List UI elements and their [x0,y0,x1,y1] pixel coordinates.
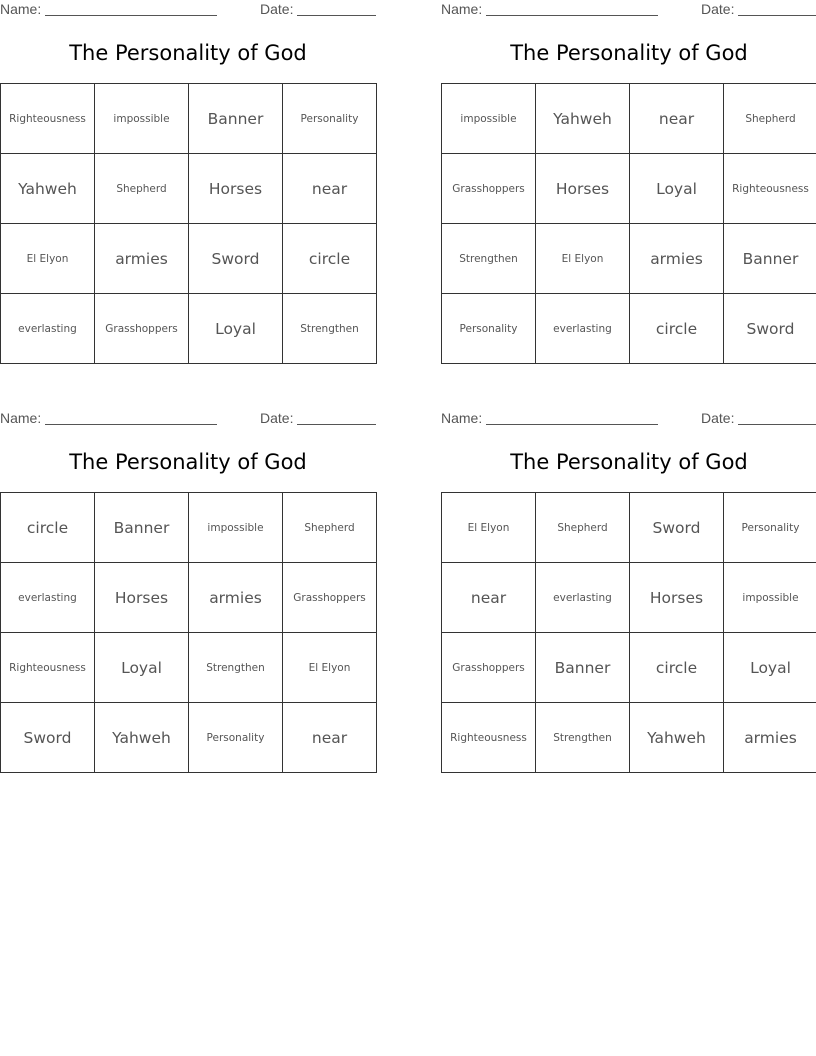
grid-row [1,703,377,773]
grid-cell: Personality [724,493,816,563]
grid-cell: Grasshoppers [442,633,536,703]
bingo-card-4 [441,409,816,789]
grid-cell: Personality [442,294,536,364]
grid-cell: Sword [189,224,283,294]
grid-row [1,84,377,154]
grid-cell: circle [630,633,724,703]
grid-cell: Personality [189,703,283,773]
grid-cell: Loyal [189,294,283,364]
grid-cell: Loyal [724,633,816,703]
name-date-row [0,410,376,430]
grid-cell: El Elyon [283,633,377,703]
grid-cell: El Elyon [1,224,95,294]
grid-cell: armies [95,224,189,294]
name-date-row [0,1,376,21]
grid-row [442,703,816,773]
grid-cell: impossible [189,493,283,563]
grid-cell: Righteousness [1,633,95,703]
bingo-card-1 [0,0,376,380]
grid-row [1,493,377,563]
grid-row [1,224,377,294]
grid-cell: Grasshoppers [95,294,189,364]
grid-cell: Shepherd [95,154,189,224]
grid-cell: armies [189,563,283,633]
grid-cell: Banner [724,224,816,294]
date-blank-line [297,15,376,16]
grid-cell: Shepherd [283,493,377,563]
grid-cell: Shepherd [724,84,816,154]
grid-cell: Yahweh [536,84,630,154]
grid-row [442,493,816,563]
grid-cell: circle [283,224,377,294]
grid-row [442,633,816,703]
grid-row [1,294,377,364]
grid-cell: everlasting [536,294,630,364]
grid-cell: near [442,563,536,633]
grid-row [442,224,816,294]
date-blank-line [738,15,816,16]
name-label: Name: [0,1,42,17]
bingo-card-2 [441,0,816,380]
name-label: Name: [441,410,483,426]
date-label: Date: [701,410,735,426]
grid-cell: near [630,84,724,154]
date-blank-line [297,424,376,425]
grid-cell: armies [724,703,816,773]
grid-cell: Shepherd [536,493,630,563]
grid-cell: Strengthen [536,703,630,773]
grid-row [1,154,377,224]
grid-row [1,633,377,703]
name-label: Name: [0,410,42,426]
grid-cell: Strengthen [442,224,536,294]
grid-cell: Righteousness [442,703,536,773]
grid-row [442,563,816,633]
name-blank-line [486,424,658,425]
name-date-row [441,1,816,21]
date-label: Date: [260,410,294,426]
grid-cell: everlasting [1,563,95,633]
grid-cell: Horses [95,563,189,633]
grid-cell: Horses [536,154,630,224]
date-label: Date: [701,1,735,17]
grid-cell: El Elyon [442,493,536,563]
bingo-card-3 [0,409,376,789]
grid-cell: Personality [283,84,377,154]
bingo-grid [0,492,377,773]
grid-cell: armies [630,224,724,294]
grid-cell: Righteousness [724,154,816,224]
grid-cell: El Elyon [536,224,630,294]
grid-cell: Banner [95,493,189,563]
grid-cell: Loyal [630,154,724,224]
name-blank-line [486,15,658,16]
grid-cell: impossible [442,84,536,154]
grid-cell: circle [630,294,724,364]
grid-row [442,154,816,224]
grid-cell: Horses [630,563,724,633]
grid-row [442,294,816,364]
grid-cell: Grasshoppers [442,154,536,224]
date-blank-line [738,424,816,425]
grid-cell: Yahweh [630,703,724,773]
grid-cell: Banner [536,633,630,703]
name-date-row [441,410,816,430]
name-label: Name: [441,1,483,17]
bingo-grid [0,83,377,364]
grid-cell: Sword [630,493,724,563]
grid-cell: impossible [95,84,189,154]
grid-cell: near [283,703,377,773]
card-title: The Personality of God [510,41,748,65]
card-title: The Personality of God [510,450,748,474]
grid-cell: Righteousness [1,84,95,154]
grid-cell: everlasting [1,294,95,364]
grid-cell: Banner [189,84,283,154]
grid-cell: Grasshoppers [283,563,377,633]
grid-cell: Sword [1,703,95,773]
card-title: The Personality of God [69,41,307,65]
grid-cell: near [283,154,377,224]
grid-cell: Loyal [95,633,189,703]
grid-cell: Yahweh [1,154,95,224]
bingo-grid [441,83,816,364]
name-blank-line [45,15,217,16]
grid-cell: Strengthen [283,294,377,364]
grid-cell: Strengthen [189,633,283,703]
grid-cell: everlasting [536,563,630,633]
bingo-grid [441,492,816,773]
grid-cell: impossible [724,563,816,633]
grid-row [1,563,377,633]
grid-cell: circle [1,493,95,563]
grid-cell: Yahweh [95,703,189,773]
grid-cell: Sword [724,294,816,364]
card-title: The Personality of God [69,450,307,474]
name-blank-line [45,424,217,425]
grid-cell: Horses [189,154,283,224]
grid-row [442,84,816,154]
date-label: Date: [260,1,294,17]
